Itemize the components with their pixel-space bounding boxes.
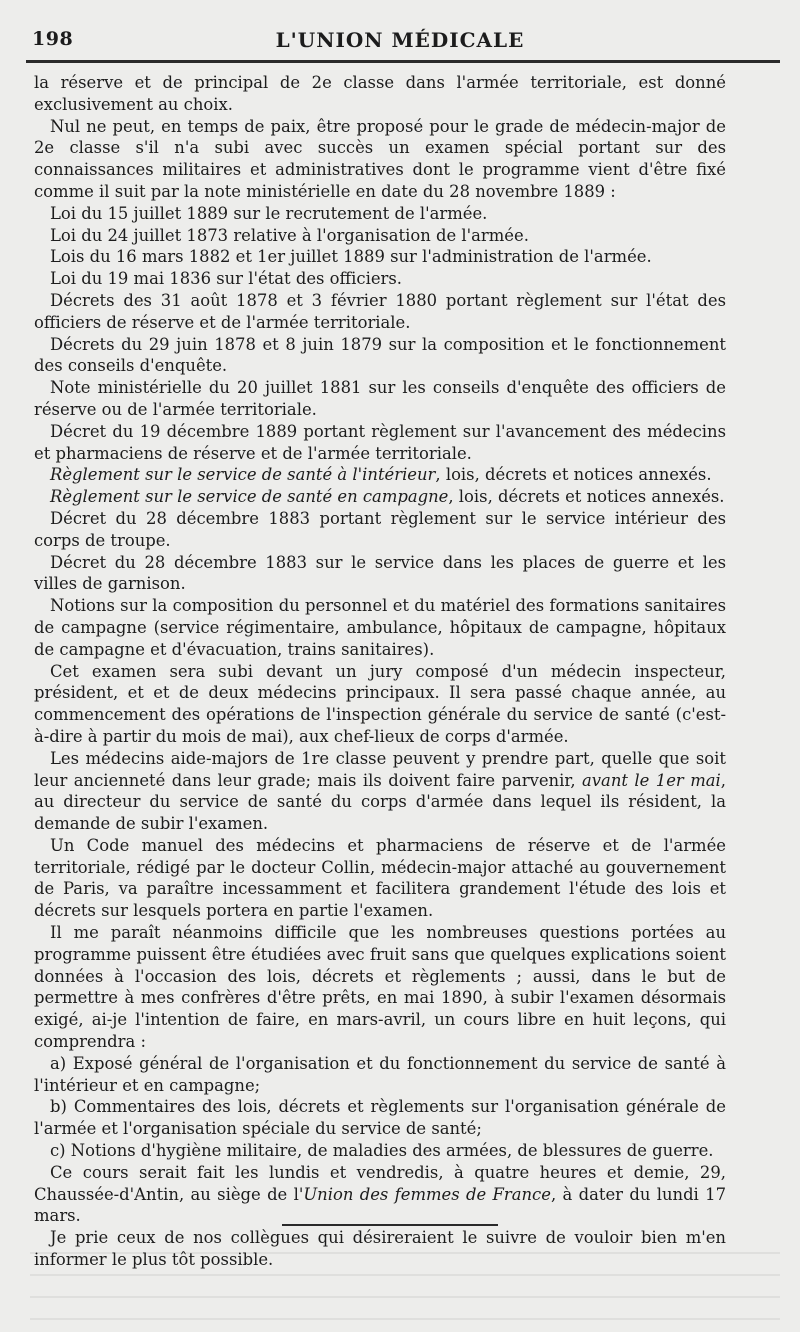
text-run: , à dater du lundi 17 mars. — [34, 1184, 726, 1226]
text-run: , au directeur du service de santé du corps d'armée dans lequel ils résident, la demande de subir l'examen. — [34, 770, 726, 834]
list-item: Décrets des 31 août 1878 et 3 février 1880 portant règlement sur l'état des officiers de réserve et de l'armée territoriale. — [34, 290, 726, 332]
list-item: Décret du 19 décembre 1889 portant règlement sur l'avancement des médecins et pharmaciens de réserve et de l'armée territoriale. — [34, 421, 726, 463]
list-item: Loi du 24 juillet 1873 relative à l'organisation de l'armée. — [50, 225, 529, 245]
list-item — [34, 464, 726, 486]
show-through-texture — [30, 1240, 780, 1320]
list-item: Loi du 15 juillet 1889 sur le recrutement de l'armée. — [50, 203, 488, 223]
article-body — [34, 72, 726, 1271]
list-item: Notions sur la composition du personnel et du matériel des formations sanitaires de campagne (service régimentaire, ambulance, hôpitaux de campagne, hôpitaux de campagne et d'évacuation, trains sanitaires). — [34, 596, 726, 659]
list-item: Décrets du 29 juin 1878 et 8 juin 1879 sur la composition et le fonctionnement des conseils d'enquête. — [34, 334, 726, 376]
paragraph: Nul ne peut, en temps de paix, être proposé pour le grade de médecin-major de 2e classe s'il n'a subi avec succès un examen spécial portant sur des connaissances militaires et administratives dont le programme vient d'être fixé comme il suit par la note ministérielle en date du 28 novembre 1889 : — [34, 116, 726, 201]
list-item: Loi du 19 mai 1836 sur l'état des officiers. — [50, 269, 402, 289]
text-run: Ce cours serait fait les lundis et vendredis, à quatre heures et demie, 29, Chaussée-d'Antin, au siège de l' — [34, 1162, 726, 1204]
paragraph: Cet examen sera subi devant un jury composé d'un médecin inspecteur, président, et et de deux médecins principaux. Il sera passé chaque année, au commencement des opérations de l'inspection générale du service de santé (c'est-à-dire à partir du mois de mai), aux chef-lieux de corps d'armée. — [34, 661, 726, 746]
journal-title: L'UNION MÉDICALE — [275, 28, 525, 52]
paragraph: la réserve et de principal de 2e classe dans l'armée territoriale, est donné exclusivement au choix. — [34, 73, 726, 114]
footer-rule — [282, 1224, 498, 1226]
organization-name: Union des femmes de France — [303, 1184, 551, 1204]
paragraph: Un Code manuel des médecins et pharmaciens de réserve et de l'armée territoriale, rédigé par le docteur Collin, médecin-major attaché au gouvernement de Paris, va paraître incessamment et facilitera grandement l'étude des lois et décrets sur lesquels portera en partie l'examen. — [34, 835, 726, 921]
course-item: a) Exposé général de l'organisation et du fonctionnement du service de santé à l'intérieur et en campagne; — [34, 1053, 726, 1095]
page-header — [30, 28, 770, 64]
course-item: c) Notions d'hygiène militaire, de maladies des armées, de blessures de guerre. — [50, 1141, 714, 1161]
list-item: Lois du 16 mars 1882 et 1er juillet 1889 sur l'administration de l'armée. — [50, 247, 652, 267]
regulation-rest: , lois, décrets et notices annexés. — [448, 487, 725, 507]
paragraph: Je prie ceux de nos collègues qui désireraient le suivre de vouloir bien m'en informer le plus tôt possible. — [34, 1228, 726, 1270]
paragraph: Il me paraît néanmoins difficile que les nombreuses questions portées au programme puissent être étudiées avec fruit sans que quelques explications soient données à l'occasion des lois, décrets et règlements ; aussi, dans le but de permettre à mes confrères d'être prêts, en mai 1890, à subir l'examen désormais exigé, ai-je l'intention de faire, en mars-avril, un cours libre en huit leçons, qui comprendra : — [34, 923, 726, 1052]
deadline: avant le 1er mai — [582, 770, 721, 790]
paragraph — [34, 748, 726, 835]
text-run: Les médecins aide-majors de 1re classe peuvent y prendre part, quelle que soit leur ancienneté dans leur grade; mais ils doivent faire parvenir, — [34, 748, 726, 790]
list-item: Note ministérielle du 20 juillet 1881 sur les conseils d'enquête des officiers de réserve ou de l'armée territoriale. — [34, 378, 726, 419]
paragraph — [34, 1162, 726, 1227]
page-number: 198 — [32, 28, 74, 50]
course-item: b) Commentaires des lois, décrets et règlements sur l'organisation générale de l'armée et l'organisation spéciale du service de santé; — [34, 1097, 726, 1139]
list-item — [34, 486, 726, 508]
header-rule — [26, 60, 780, 63]
list-item: Décret du 28 décembre 1883 portant règlement sur le service intérieur des corps de troupe. — [34, 508, 726, 550]
regulation-rest: , lois, décrets et notices annexés. — [435, 465, 712, 485]
regulation-title: Règlement sur le service de santé en campagne — [50, 487, 449, 507]
regulation-title: Règlement sur le service de santé à l'intérieur — [50, 465, 436, 485]
list-item: Décret du 28 décembre 1883 sur le service dans les places de guerre et les villes de garnison. — [34, 552, 726, 594]
